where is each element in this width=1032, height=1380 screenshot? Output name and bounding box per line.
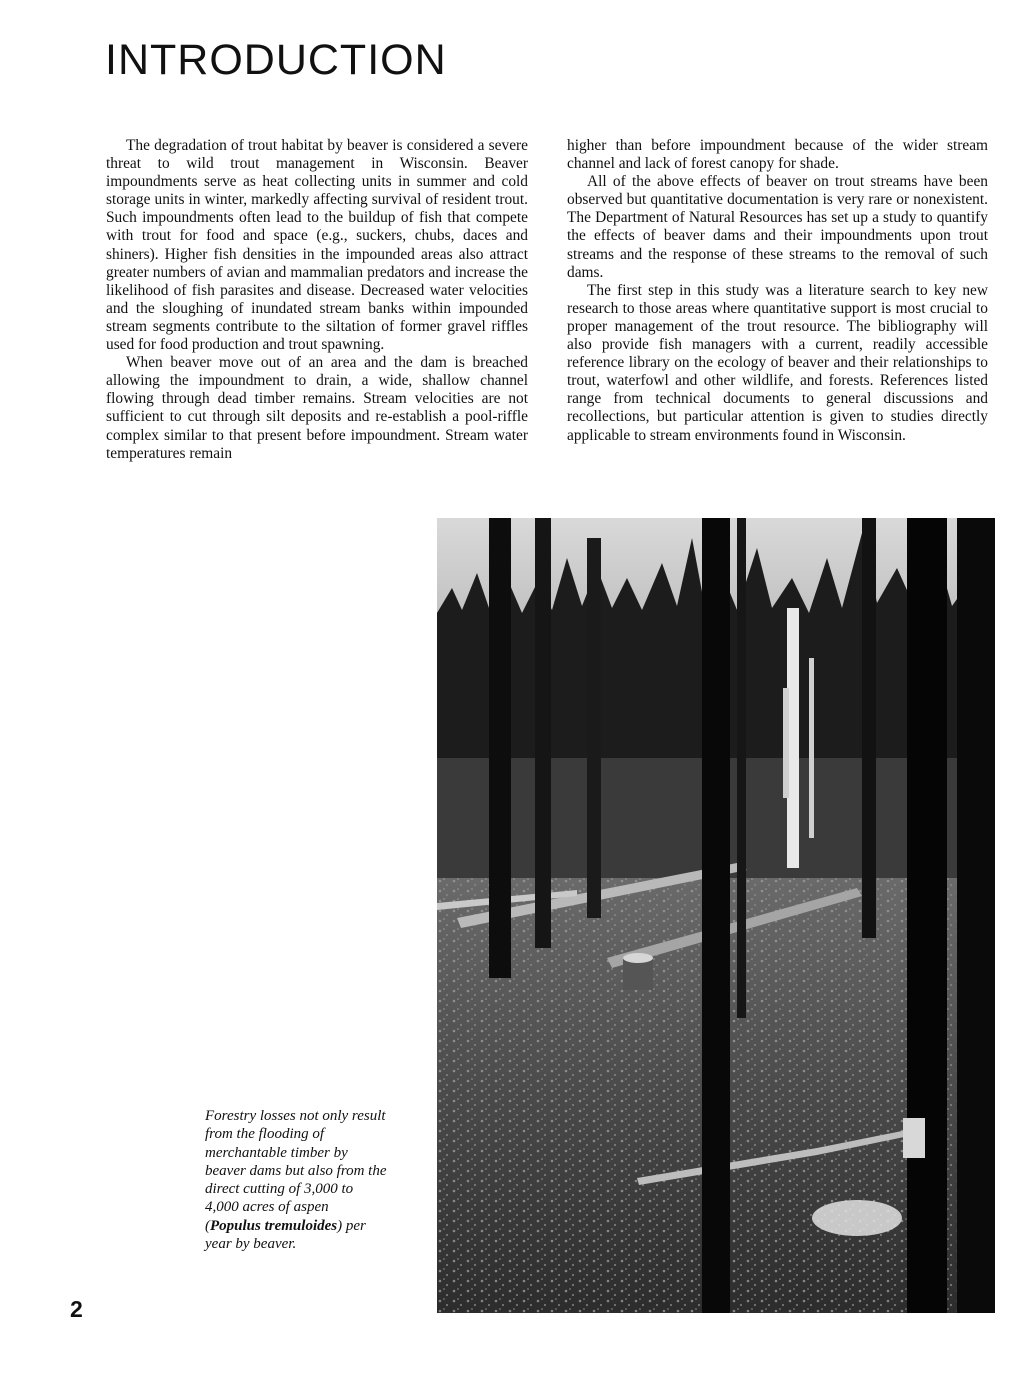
- body-paragraph: When beaver move out of an area and the dam is breached allowing the impoundment to drain, a wide, shallow channel flowing through dead timber remains. Stream velocities are not sufficient to cut through silt deposits and re-establish a pool-riffle complex similar to that present before impoundment. Stream water temperatures remain: [106, 354, 528, 462]
- caption-text: Forestry losses not only result from the flooding of merchantable timber by beaver dams but also from the direct cutting of 3,000 to 4,000 acres of aspen (: [205, 1108, 387, 1234]
- caption-text-end: ) per year by beaver.: [205, 1217, 366, 1253]
- body-paragraph: The first step in this study was a literature search to key new research to those areas where quantitative support is most crucial to proper management of the trout resource. The bibliography will also provide fish managers with a current, readily accessible reference library on the ecology of beaver and their relationships to trout, waterfowl and other wildlife, and forests. References listed range from technical documents to general discussions and recollections, but particular attention is given to studies directly applicable to stream environments found in Wisconsin.: [567, 281, 988, 444]
- forest-photo: [437, 518, 995, 1313]
- body-paragraph: The degradation of trout habitat by beaver is considered a severe threat to wild trout management in Wisconsin. Beaver impoundments serve as heat collecting units in summer and cold storage units in winter, markedly affecting survival of resident trout. Such impoundments often lead to the buildup of fish that compete with trout for food and space (e.g., suckers, chubs, daces and shiners). Higher fish densities in the impounded areas also attract greater numbers of avian and mammalian predators and increase the likelihood of fish parasites and disease. Decreased water velocities and the sloughing of inundated stream banks within impounded stream segments contribute to the siltation of former gravel riffles used for food production and trout spawning.: [106, 137, 528, 354]
- caption-species-name: Populus tremuloides: [210, 1217, 338, 1234]
- continued-paragraph: higher than before impoundment because of the wider stream channel and lack of forest canopy for shade.: [567, 137, 988, 173]
- page-number: 2: [70, 1296, 83, 1322]
- body-paragraph: All of the above effects of beaver on trout streams have been observed but quantitative documentation is very rare or nonexistent. The Department of Natural Resources has set up a study to quantify the effects of beaver dams and their impoundments upon trout streams and the response of these streams to the removal of such dams.: [567, 173, 988, 281]
- left-text-column: [106, 137, 528, 463]
- photo-caption: [205, 1107, 387, 1253]
- page-title: INTRODUCTION: [105, 36, 447, 84]
- right-text-column: [567, 137, 988, 445]
